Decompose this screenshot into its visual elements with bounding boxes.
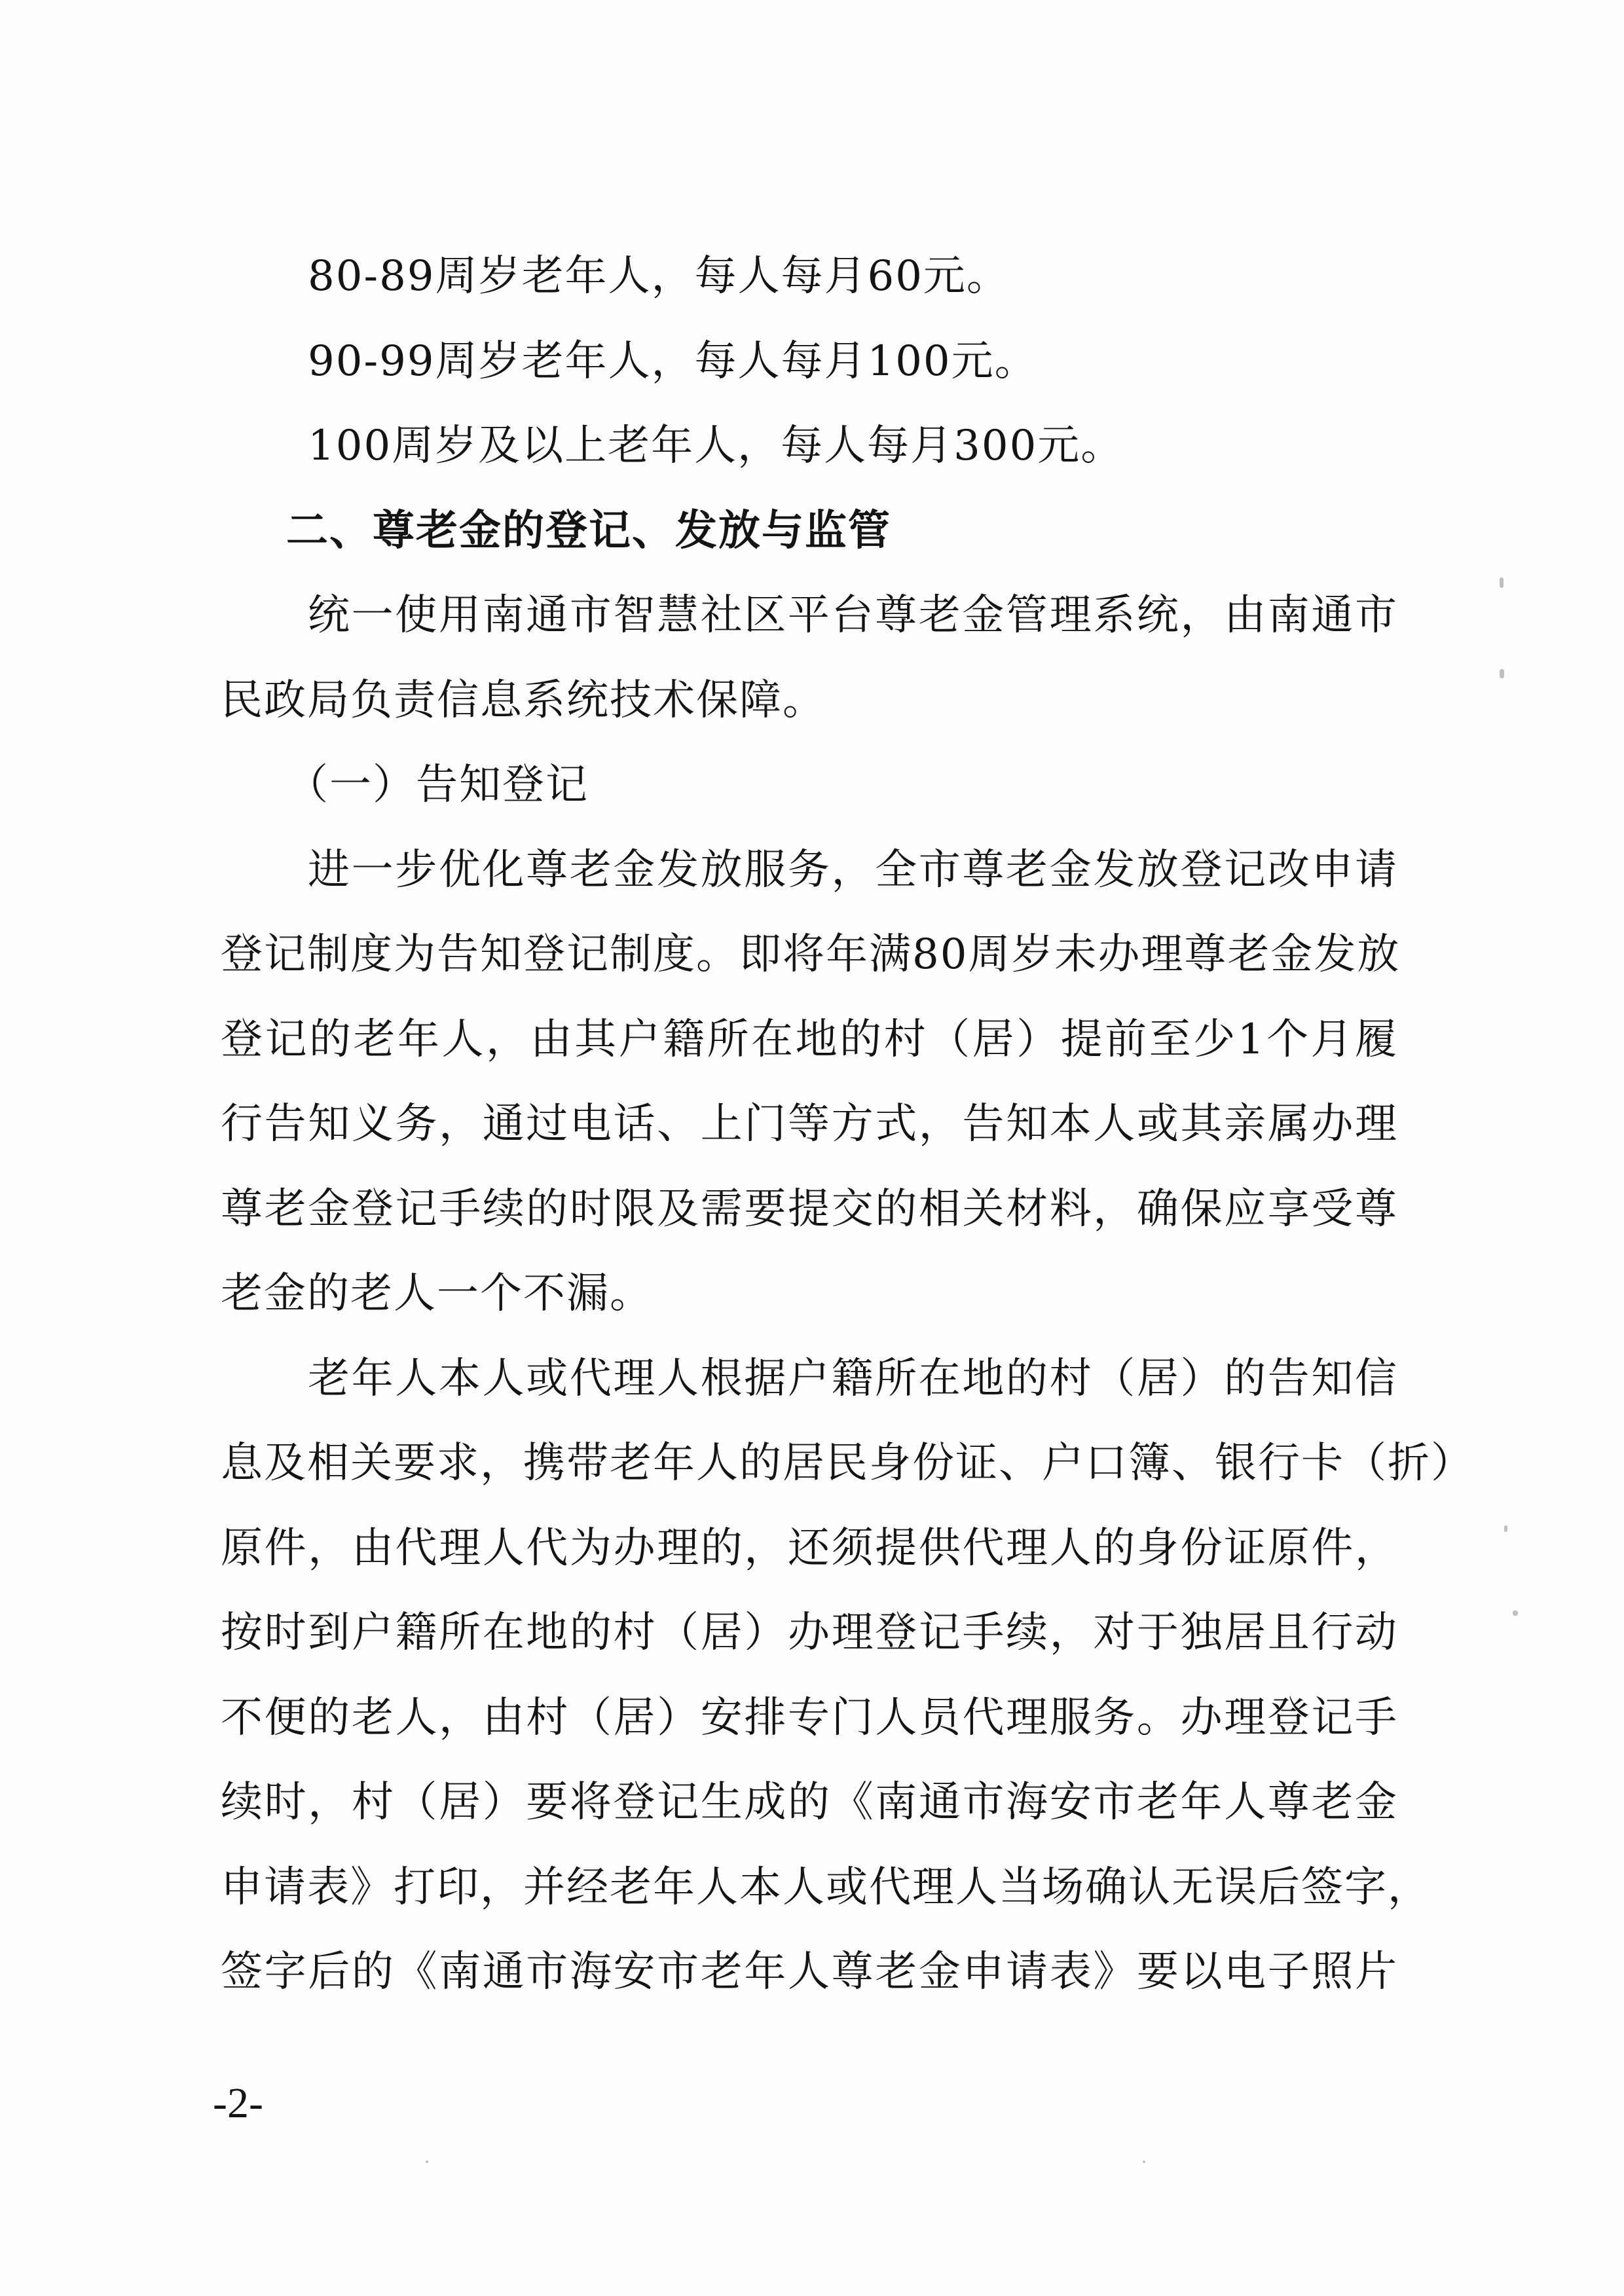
paragraph-line: 老年人本人或代理人根据户籍所在地的村（居）的告知信 <box>308 1354 1398 1403</box>
paragraph-line: 登记的老年人，由其户籍所在地的村（居）提前至少1个月履 <box>221 1015 1398 1064</box>
paragraph-line: 原件，由代理人代为办理的，还须提供代理人的身份证原件， <box>221 1523 1398 1573</box>
paragraph-line: 按时到户籍所在地的村（居）办理登记手续，对于独居且行动 <box>221 1609 1398 1657</box>
page-number: -2- <box>213 2079 263 2127</box>
paragraph-line: 尊老金登记手续的时限及需要提交的相关材料，确保应享受尊 <box>221 1184 1398 1233</box>
paragraph-line: 申请表》打印，并经老年人本人或代理人当场确认无误后签字， <box>221 1863 1431 1912</box>
allowance-line-80-89: 80-89周岁老年人，每人每月60元。 <box>308 252 1010 301</box>
scan-speck <box>1500 669 1504 678</box>
section-heading-registration: 二、尊老金的登记、发放与监管 <box>286 506 891 555</box>
subsection-heading-notice-registration: （一）告知登记 <box>286 761 589 809</box>
scan-speck <box>426 2160 428 2163</box>
scan-speck <box>1513 1611 1518 1616</box>
scan-speck <box>1500 577 1504 588</box>
allowance-line-90-99: 90-99周岁老年人，每人每月100元。 <box>308 337 1038 386</box>
paragraph-line: 进一步优化尊老金发放服务，全市尊老金发放登记改申请 <box>308 845 1398 894</box>
paragraph-line: 老金的老人一个不漏。 <box>221 1269 653 1318</box>
paragraph-line: 签字后的《南通市海安市老年人尊老金申请表》要以电子照片 <box>221 1948 1398 1996</box>
paragraph-line: 息及相关要求，携带老年人的居民身份证、户口簿、银行卡（折） <box>221 1439 1474 1487</box>
paragraph-line: 不便的老人，由村（居）安排专门人员代理服务。办理登记手 <box>221 1693 1398 1742</box>
paragraph-line: 续时，村（居）要将登记生成的《南通市海安市老年人尊老金 <box>221 1778 1398 1827</box>
allowance-line-100-plus: 100周岁及以上老年人，每人每月300元。 <box>308 422 1124 470</box>
paragraph-line: 行告知义务，通过电话、上门等方式，告知本人或其亲属办理 <box>221 1100 1398 1148</box>
paragraph-line: 登记制度为告知登记制度。即将年满80周岁未办理尊老金发放 <box>221 930 1401 979</box>
paragraph-line: 统一使用南通市智慧社区平台尊老金管理系统，由南通市 <box>308 591 1398 640</box>
document-body <box>221 234 1474 2015</box>
scan-speck <box>1504 1525 1507 1532</box>
scan-speck <box>1143 2160 1145 2163</box>
paragraph-line: 民政局负责信息系统技术保障。 <box>221 676 826 725</box>
